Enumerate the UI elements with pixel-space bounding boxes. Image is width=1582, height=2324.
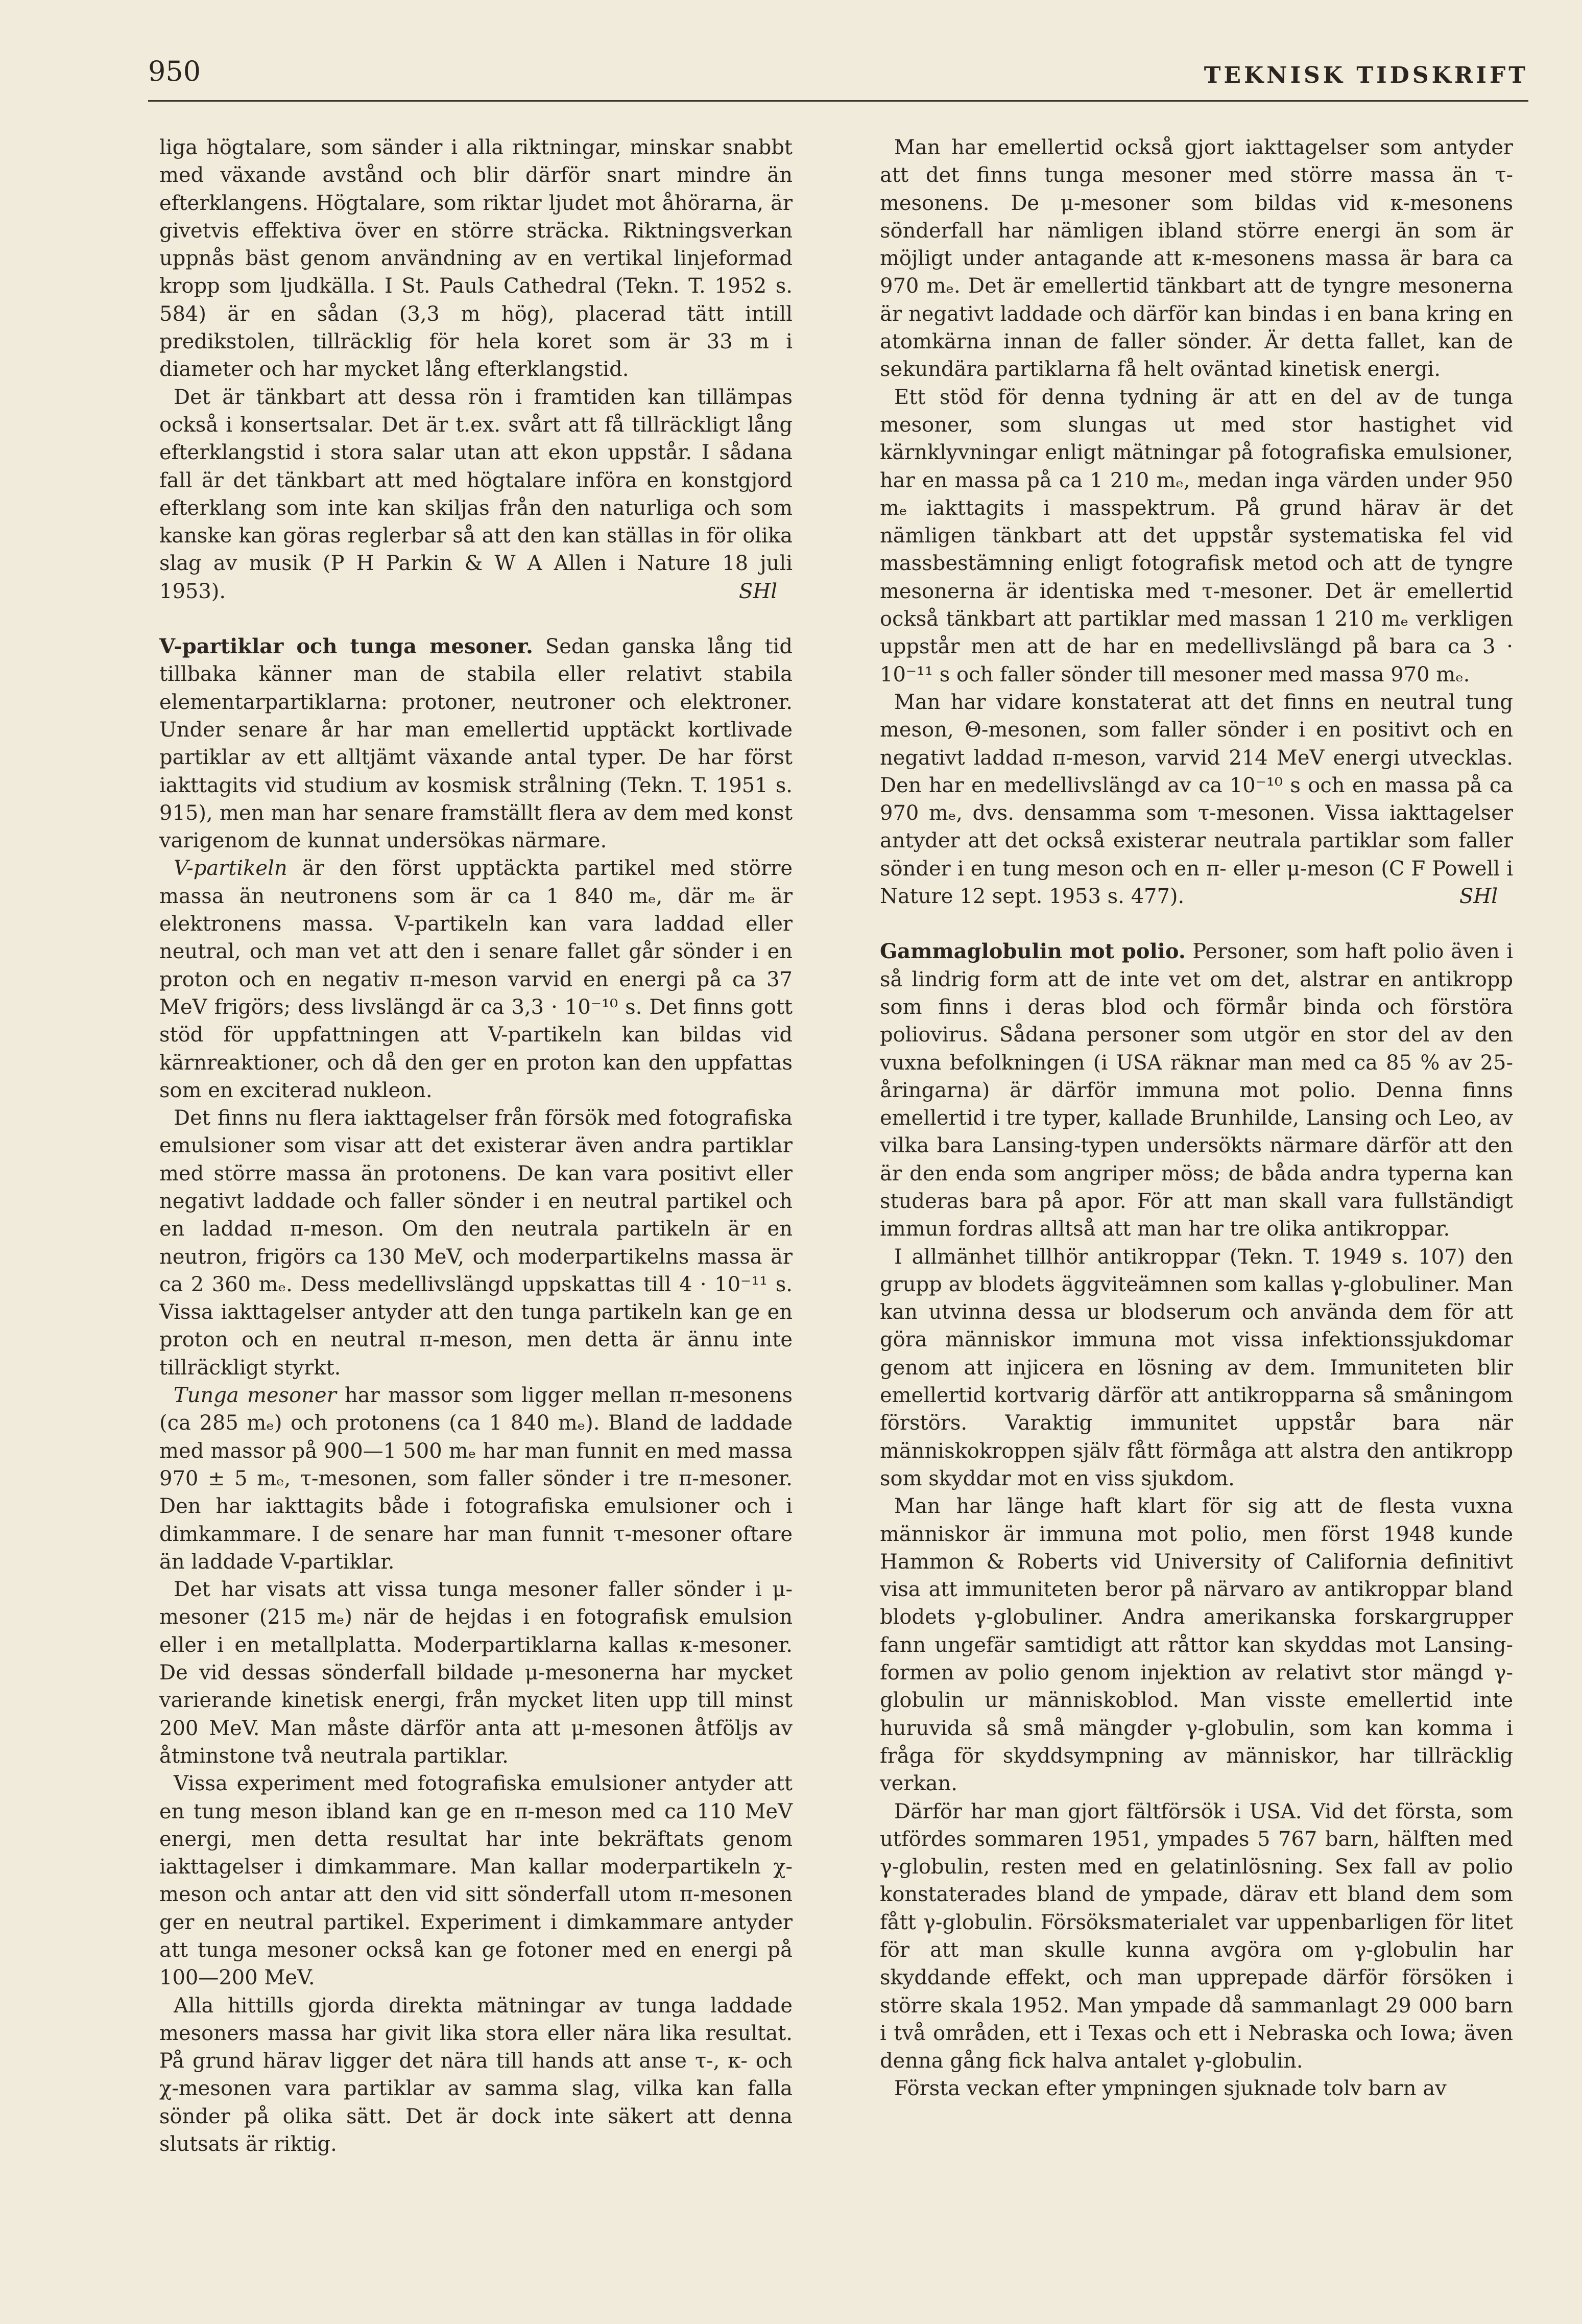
- header-rule: [148, 100, 1528, 102]
- paragraph-text: Sedan ganska lång tid tillbaka känner man de stabila eller relativt stabila elementarpartiklarna: protoner, neutroner och elektroner. Under senare år har man emellertid upptäckt kortlivade partiklar av ett alltjämt växande antal typer. De har först iakttagits vid studium av kosmisk strålning (Tekn. T. 1951 s. 915), men man har senare framställt flera av dem med konst varigenom de kunnat undersökas närmare.: [159, 635, 793, 853]
- paragraph: Alla hittills gjorda direkta mätningar av tunga laddade mesoners massa har givit lika stora eller nära lika resultat. På grund härav ligger det nära till hands att anse τ-, κ- och χ-mesonen vara partiklar av samma slag, vilka kan falla sönder på olika sätt. Det är dock inte säkert att denna slutsats är riktig.: [159, 1994, 793, 2156]
- paragraph: [159, 855, 793, 1104]
- paragraph: liga högtalare, som sänder i alla riktningar, minskar snabbt med växande avstånd och blir därför snart mindre än efterklangens. Högtalare, som riktar ljudet mot åhörarna, är givetvis effektiva över en större sträcka. Riktningsverkan uppnås bäst genom användning av en vertikal linjeformad kropp som ljudkälla. I St. Pauls Cathedral (Tekn. T. 1952 s. 584) är en sådan (3,3 m hög), placerad tätt intill predikstolen, tillräcklig för hela koret som är 33 m i diameter och har mycket lång efterklangstid.: [159, 136, 793, 382]
- paragraph: Första veckan efter ympningen sjuknade tolv barn av: [894, 2077, 1447, 2101]
- paragraph: [159, 1382, 793, 1576]
- article-heading: V-partiklar och tunga mesoner.: [159, 634, 533, 659]
- paragraph: Det har visats att vissa tunga mesoner faller sönder i μ-mesoner (215 mₑ) när de hejdas i en fotografisk emulsion eller i en metallplatta. Moderpartiklarna kallas κ-mesoner. De vid dessas sönderfall bildade μ-mesonerna har mycket varierande kinetisk energi, från mycket liten upp till minst 200 MeV. Man måste därför anta att μ-mesonen åtföljs av åtminstone två neutrala partiklar.: [159, 1578, 793, 1768]
- paragraph: Därför har man gjort fältförsök i USA. Vid det första, som utfördes sommaren 1951, ympades 5 767 barn, hälften med γ-globulin, resten med en gelatinlösning. Sex fall av polio konstaterades bland de ympade, därav ett bland dem som fått γ-globulin. Försöksmaterialet var uppenbarligen för litet för att man skulle kunna avgöra om γ-globulin har skyddande effekt, och man upprepade därför försöken i större skala 1952. Man ympade då sammanlagt 29 000 barn i två områden, ett i Texas och ett i Nebraska och Iowa; även denna gång fick halva antalet γ-globulin.: [880, 1799, 1513, 2073]
- article-paragraph: [880, 938, 1513, 1243]
- paragraph: [159, 384, 793, 605]
- paragraph: Man har emellertid också gjort iakttagelser som antyder att det finns tunga mesoner med större massa än τ-mesonens. De μ-mesoner som bildas vid κ-mesonens sönderfall har nämligen ibland större energi än som är möjligt under antagande att κ-mesonens massa är bara ca 970 mₑ. Det är emellertid tänkbart att de tyngre mesonerna är negativt laddade och därför kan bindas i en bana kring en atomkärna innan de faller sönder. Är detta fallet, kan de sekundära partiklarna få helt oväntad kinetisk energi.: [880, 136, 1513, 382]
- page-header: [148, 55, 1528, 101]
- paragraph: Det finns nu flera iakttagelser från försök med fotografiska emulsioner som visar att det existerar även andra partiklar med större massa än protonens. De kan vara positivt eller negativt laddade och faller sönder i en neutral partikel och en laddad π-meson. Om den neutrala partikeln är en neutron, frigörs ca 130 MeV, och moderpartikelns massa är ca 2 360 mₑ. Dess medellivslängd uppskattas till 4 · 10⁻¹¹ s. Vissa iakttagelser antyder att den tunga partikeln kan ge en proton och en neutral π-meson, men detta är ännu inte tillräckligt styrkt.: [159, 1106, 793, 1380]
- article-heading: Gammaglobulin mot polio.: [880, 939, 1186, 964]
- italic-term: V-partikeln: [174, 857, 287, 881]
- paragraph: I allmänhet tillhör antikroppar (Tekn. T. 1949 s. 107) den grupp av blodets äggviteämnen som kallas γ-globuliner. Man kan utvinna dessa ur blodserum och använda dem för att göra människor immuna mot vissa infektionssjukdomar genom att injicera en lösning av dem. Immuniteten blir emellertid kortvarig därför att antikropparna så småningom förstörs. Varaktig immunitet uppstår bara när människokroppen själv fått förmåga att alstra den antikropp som skyddar mot en viss sjukdom.: [880, 1245, 1513, 1490]
- paragraph-text: Man har vidare konstaterat att det finns en neutral tung meson, Θ-mesonen, som faller sönder i en positivt och en negativt laddad π-meson, varvid 214 MeV energi utvecklas. Den har en medellivslängd av ca 10⁻¹⁰ s och en massa på ca 970 mₑ, dvs. densamma som τ-mesonen. Vissa iakttagelser antyder att det också existerar neutrala partiklar som faller sönder i en tung meson och en π- eller μ-meson (C F Powell i Nature 12 sept. 1953 s. 477).: [880, 690, 1513, 909]
- page-number: 950: [148, 55, 201, 87]
- italic-term: Tunga mesoner: [174, 1384, 337, 1408]
- paragraph: Man har länge haft klart för sig att de flesta vuxna människor är immuna mot polio, men först 1948 kunde Hammon & Roberts vid University of California definitivt visa att immuniteten beror på närvaro av antikroppar bland blodets γ-globuliner. Andra amerikanska forskargrupper fann ungefär samtidigt att råttor kan skyddas mot Lansing-formen av polio genom injektion av relativt stor mängd γ-globulin ur människoblod. Man visste emellertid inte huruvida så små mängder γ-globulin, som kan komma i fråga för skyddsympning av människor, har tillräcklig verkan.: [880, 1495, 1513, 1796]
- paragraph-text: Personer, som haft polio även i så lindrig form att de inte vet om det, alstrar en antikropp som finns i deras blod och förmår binda och förstöra poliovirus. Sådana personer som utgör en stor del av den vuxna befolkningen (i USA räknar man med ca 85 % av 25-åringarna) är därför immuna mot polio. Denna finns emellertid i tre typer, kallade Brunhilde, Lansing och Leo, av vilka bara Lansing-typen undersökts närmare därför att den är den enda som angriper möss; de båda andra typerna kan studeras bara på apor. För att man skall vara fullständigt immun fordras alltså att man har tre olika antikroppar.: [880, 940, 1513, 1241]
- journal-title: TEKNISK TIDSKRIFT: [1204, 62, 1528, 88]
- left-column: [159, 134, 793, 2158]
- author-signature: SHl: [738, 579, 777, 603]
- paragraph-text: har massor som ligger mellan π-mesonens (ca 285 mₑ) och protonens (ca 1 840 mₑ). Bland de laddade med massor på 900—1 500 mₑ har man funnit en med massa 970 ± 5 mₑ, τ-mesonen, som faller sönder i tre π-mesoner. Den har iakttagits både i fotografiska emulsioner och i dimkammare. I de senare har man funnit τ-mesoner oftare än laddade V-partiklar.: [159, 1384, 793, 1574]
- right-column: [880, 134, 1513, 2103]
- paragraph: Vissa experiment med fotografiska emulsioner antyder att en tung meson ibland kan ge en π-meson med ca 110 MeV energi, men detta resultat har inte bekräftats genom iakttagelser i dimkammare. Man kallar moderpartikeln χ-meson och antar att den vid sitt sönderfall utom π-mesonen ger en neutral partikel. Experiment i dimkammare antyder att tunga mesoner också kan ge fotoner med en energi på 100—200 MeV.: [159, 1772, 793, 1990]
- paragraph: [880, 689, 1513, 910]
- paragraph: Ett stöd för denna tydning är att en del av de tunga mesoner, som slungas ut med stor hastighet vid kärnklyvningar enligt mätningar på fotografiska emulsioner, har en massa på ca 1 210 mₑ, medan inga värden under 950 mₑ iakttagits i masspektrum. På grund härav är det nämligen tänkbart att det uppstår systematiska fel vid massbestämning enligt fotografisk metod och att de tyngre mesonerna är identiska med τ-mesoner. Det är emellertid också tänkbart att partiklar med massan 1 210 mₑ verkligen uppstår men att de har en medellivslängd på bara ca 3 · 10⁻¹¹ s och faller sönder till mesoner med massa 970 mₑ.: [880, 385, 1513, 686]
- paragraph-text: Det är tänkbart att dessa rön i framtiden kan tillämpas också i konsertsalar. Det är t.ex. svårt att få tillräckligt lång efterklangstid i stora salar utan att ekon uppstår. I sådana fall är det tänkbart att med högtalare införa en konstgjord efterklang som inte kan skiljas från den naturliga och som kanske kan göras reglerbar så att den kan ställas in för olika slag av musik (P H Parkin & W A Allen i Nature 18 juli 1953).: [159, 385, 793, 603]
- paragraph-text: är den först upptäckta partikel med större massa än neutronens som är ca 1 840 mₑ, där mₑ är elektronens massa. V-partikeln kan vara laddad eller neutral, och man vet att den i senare fallet går sönder i en proton och en negativ π-meson varvid en energi på ca 37 MeV frigörs; dess livslängd är ca 3,3 · 10⁻¹⁰ s. Det finns gott stöd för uppfattningen att V-partikeln kan bildas vid kärnreaktioner, och då den ger en proton kan den uppfattas som en exciterad nukleon.: [159, 857, 793, 1102]
- article-paragraph: [159, 633, 793, 855]
- author-signature: SHl: [1459, 885, 1498, 909]
